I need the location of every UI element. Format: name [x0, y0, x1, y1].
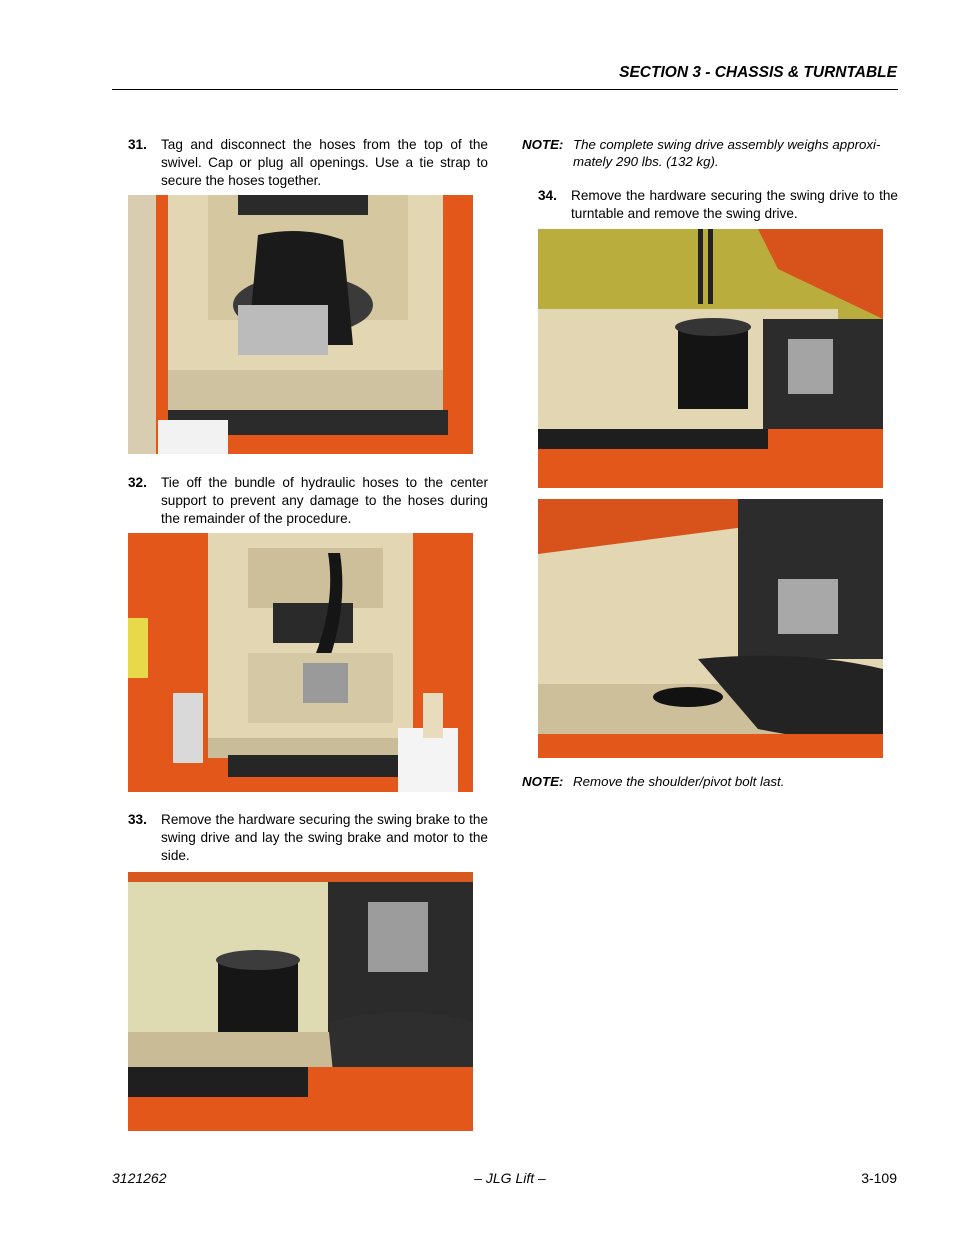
note-label: NOTE:	[522, 774, 564, 789]
note-text-line-2: mately 290 lbs. (132 kg).	[573, 154, 719, 169]
step-text: Tag and disconnect the hoses from the top of the swivel. Cap or plug all openings. Use a tie strap to secure the hoses together.	[161, 137, 488, 188]
note-label: NOTE:	[522, 137, 564, 152]
note-text	[573, 136, 898, 170]
doc-number: 3121262	[112, 1170, 167, 1186]
note-swing-drive-weight	[522, 136, 898, 172]
step-34	[538, 187, 898, 223]
note-text: Remove the shoulder/pivot bolt last.	[573, 774, 785, 789]
photo-swivel-hoses	[128, 195, 473, 454]
note-text-line-1: The complete swing drive assembly weighs approxi-	[573, 137, 881, 152]
step-number: 32.	[128, 475, 147, 490]
step-number: 31.	[128, 137, 147, 152]
step-number: 34.	[538, 188, 557, 203]
step-text: Tie off the bundle of hydraulic hoses to the center support to prevent any damage to the hoses during the remainder of the procedure.	[161, 475, 488, 526]
photo-hose-bundle-tied	[128, 533, 473, 792]
note-pivot-bolt	[522, 773, 898, 791]
section-title: SECTION 3 - CHASSIS & TURNTABLE	[619, 64, 897, 81]
publisher: – JLG Lift –	[474, 1170, 546, 1186]
step-33	[128, 811, 488, 865]
step-32	[128, 474, 488, 528]
step-text: Remove the hardware securing the swing brake to the swing drive and lay the swing brake and motor to the side.	[161, 812, 488, 863]
step-31	[128, 136, 488, 190]
header-rule	[112, 89, 898, 90]
photo-swing-brake-removed	[128, 872, 473, 1131]
step-number: 33.	[128, 812, 147, 827]
photo-turntable-drive-removed	[538, 499, 883, 758]
photo-swing-drive-hoisted	[538, 229, 883, 488]
step-text: Remove the hardware securing the swing drive to the turntable and remove the swing drive.	[571, 188, 898, 221]
page-number: 3-109	[861, 1170, 897, 1186]
